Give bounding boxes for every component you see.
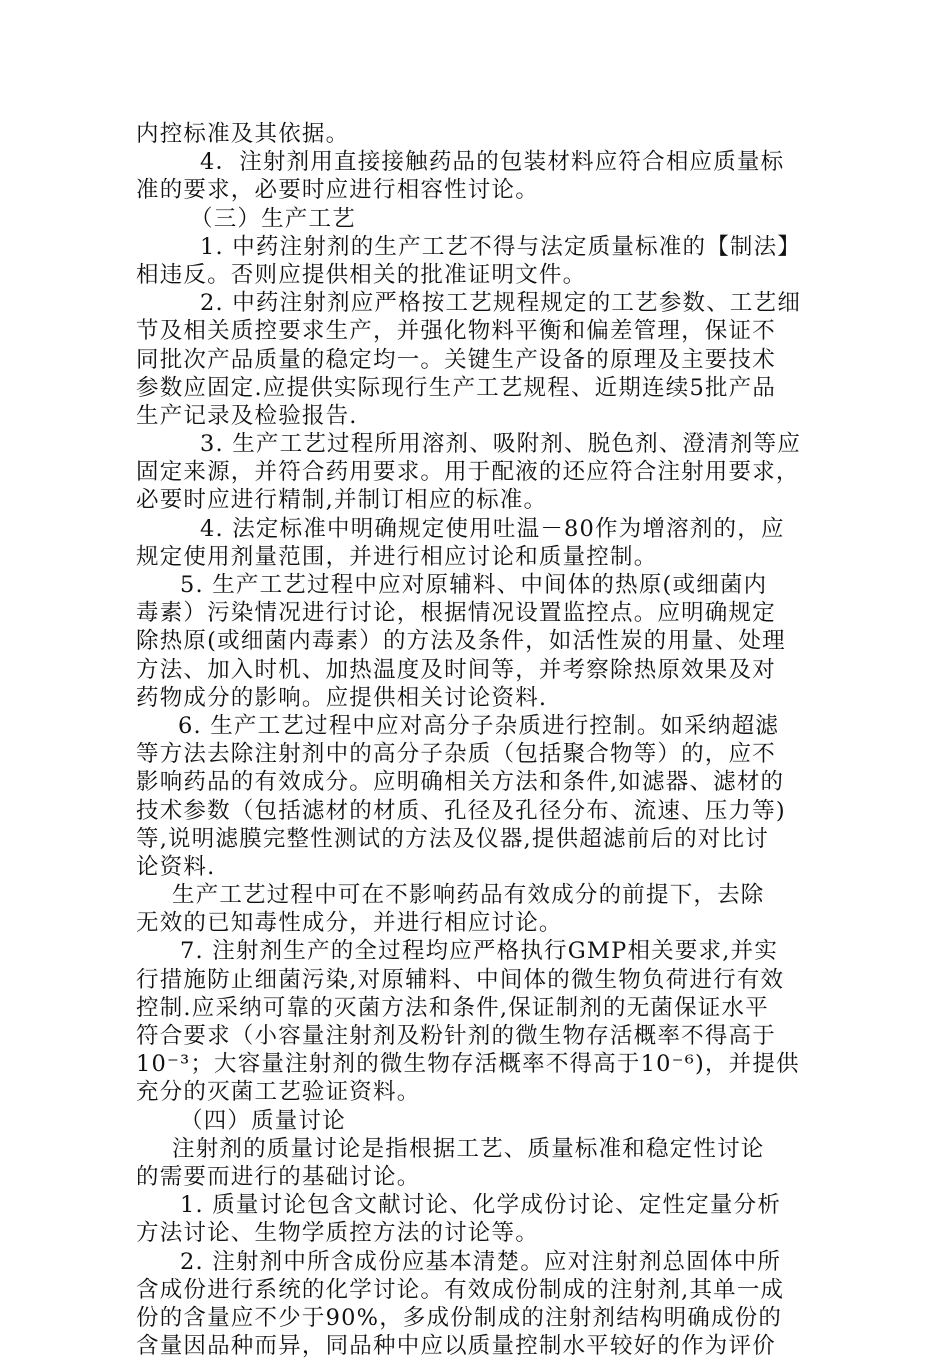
text-line: 无效的已知毒性成分，并进行相应讨论。	[136, 910, 563, 937]
text-line: 符合要求（小容量注射剂及粉针剂的微生物存活概率不得高于	[136, 1023, 776, 1049]
text-line: 内控标准及其依据。	[136, 121, 350, 147]
text-line: （三）生产工艺	[190, 205, 356, 232]
text-line: 节及相关质控要求生产，并强化物料平衡和偏差管理，保证不	[136, 318, 776, 345]
text-line: 除热原(或细菌内毒素）的方法及条件，如活性炭的用量、处理	[136, 628, 786, 655]
text-line: 论资料.	[136, 853, 216, 880]
text-line: 方法讨论、生物学质控方法的讨论等。	[136, 1220, 539, 1247]
text-line: 技术参数（包括滤材的材质、孔径及孔径分布、流速、压力等)	[136, 797, 786, 824]
text-line: 固定来源，并符合药用要求。用于配液的还应符合注射用要求，	[136, 459, 800, 486]
text-line: 5. 生产工艺过程中应对原辅料、中间体的热原(或细菌内	[180, 572, 768, 598]
text-line: 4．注射剂用直接接触药品的包装材料应符合相应质量标	[200, 149, 785, 176]
text-line: 份的含量应不少于90%，多成份制成的注射剂结构明确成份的	[136, 1304, 783, 1331]
text-line: 3. 生产工艺过程所用溶剂、吸附剂、脱色剂、澄清剂等应	[200, 431, 802, 458]
text-line: 方法、加入时机、加热温度及时间等，并考察除热原效果及对	[136, 656, 776, 683]
text-line: （四）质量讨论	[180, 1107, 346, 1134]
text-line: 充分的灭菌工艺验证资料。	[136, 1079, 421, 1106]
text-line: 控制.应采纳可靠的灭菌方法和条件,保证制剂的无菌保证水平	[136, 994, 769, 1021]
text-line: 注射剂的质量讨论是指根据工艺、质量标准和稳定性讨论	[172, 1135, 765, 1162]
text-line: 1. 质量讨论包含文献讨论、化学成份讨论、定性定量分析	[180, 1192, 782, 1219]
text-line: 6. 生产工艺过程中应对高分子杂质进行控制。如采纳超滤	[178, 712, 780, 739]
text-line: 毒素）污染情况进行讨论，根据情况设置监控点。应明确规定	[136, 600, 776, 627]
text-line: 2. 注射剂中所含成份应基本清楚。应对注射剂总固体中所	[180, 1248, 782, 1275]
text-line: 参数应固定.应提供实际现行生产工艺规程、近期连续5批产品	[136, 374, 777, 401]
text-line: 必要时应进行精制,并制订相应的标准。	[136, 487, 548, 514]
text-line: 含量因品种而异，同品种中应以质量控制水平较好的作为评价	[136, 1333, 776, 1360]
text-line: 规定使用剂量范围，并进行相应讨论和质量控制。	[136, 543, 658, 570]
text-line: 行措施防止细菌污染,对原辅料、中间体的微生物负荷进行有效	[136, 966, 785, 993]
text-line: 1. 中药注射剂的生产工艺不得与法定质量标准的【制法】	[200, 233, 802, 260]
text-line: 同批次产品质量的稳定均一。关键生产设备的原理及主要技术	[136, 346, 776, 373]
text-line: 4. 法定标准中明确规定使用吐温－80作为增溶剂的，应	[200, 515, 785, 542]
text-line: 等方法去除注射剂中的高分子杂质（包括聚合物等）的，应不	[136, 741, 776, 768]
text-line: 影响药品的有效成分。应明确相关方法和条件,如滤器、滤材的	[136, 769, 785, 796]
text-line: 生产工艺过程中可在不影响药品有效成分的前提下，去除	[172, 882, 765, 909]
text-line: 相违反。否则应提供相关的批准证明文件。	[136, 261, 587, 288]
text-line: 等,说明滤膜完整性测试的方法及仪器,提供超滤前后的对比讨	[136, 825, 769, 852]
text-line: 含成份进行系统的化学讨论。有效成份制成的注射剂,其单一成	[136, 1276, 785, 1303]
text-line: 7. 注射剂生产的全过程均应严格执行GMP相关要求,并实	[180, 938, 779, 965]
text-line: 2. 中药注射剂应严格按工艺规程规定的工艺参数、工艺细	[200, 290, 802, 317]
text-line: 生产记录及检验报告.	[136, 402, 358, 429]
text-line: 准的要求，必要时应进行相容性讨论。	[136, 177, 539, 204]
text-line: 的需要而进行的基础讨论。	[136, 1163, 421, 1190]
document-body	[136, 120, 816, 1360]
text-line: 药物成分的影响。应提供相关讨论资料.	[136, 684, 548, 711]
text-line: 10⁻³；大容量注射剂的微生物存活概率不得高于10⁻⁶)，并提供	[136, 1051, 800, 1078]
